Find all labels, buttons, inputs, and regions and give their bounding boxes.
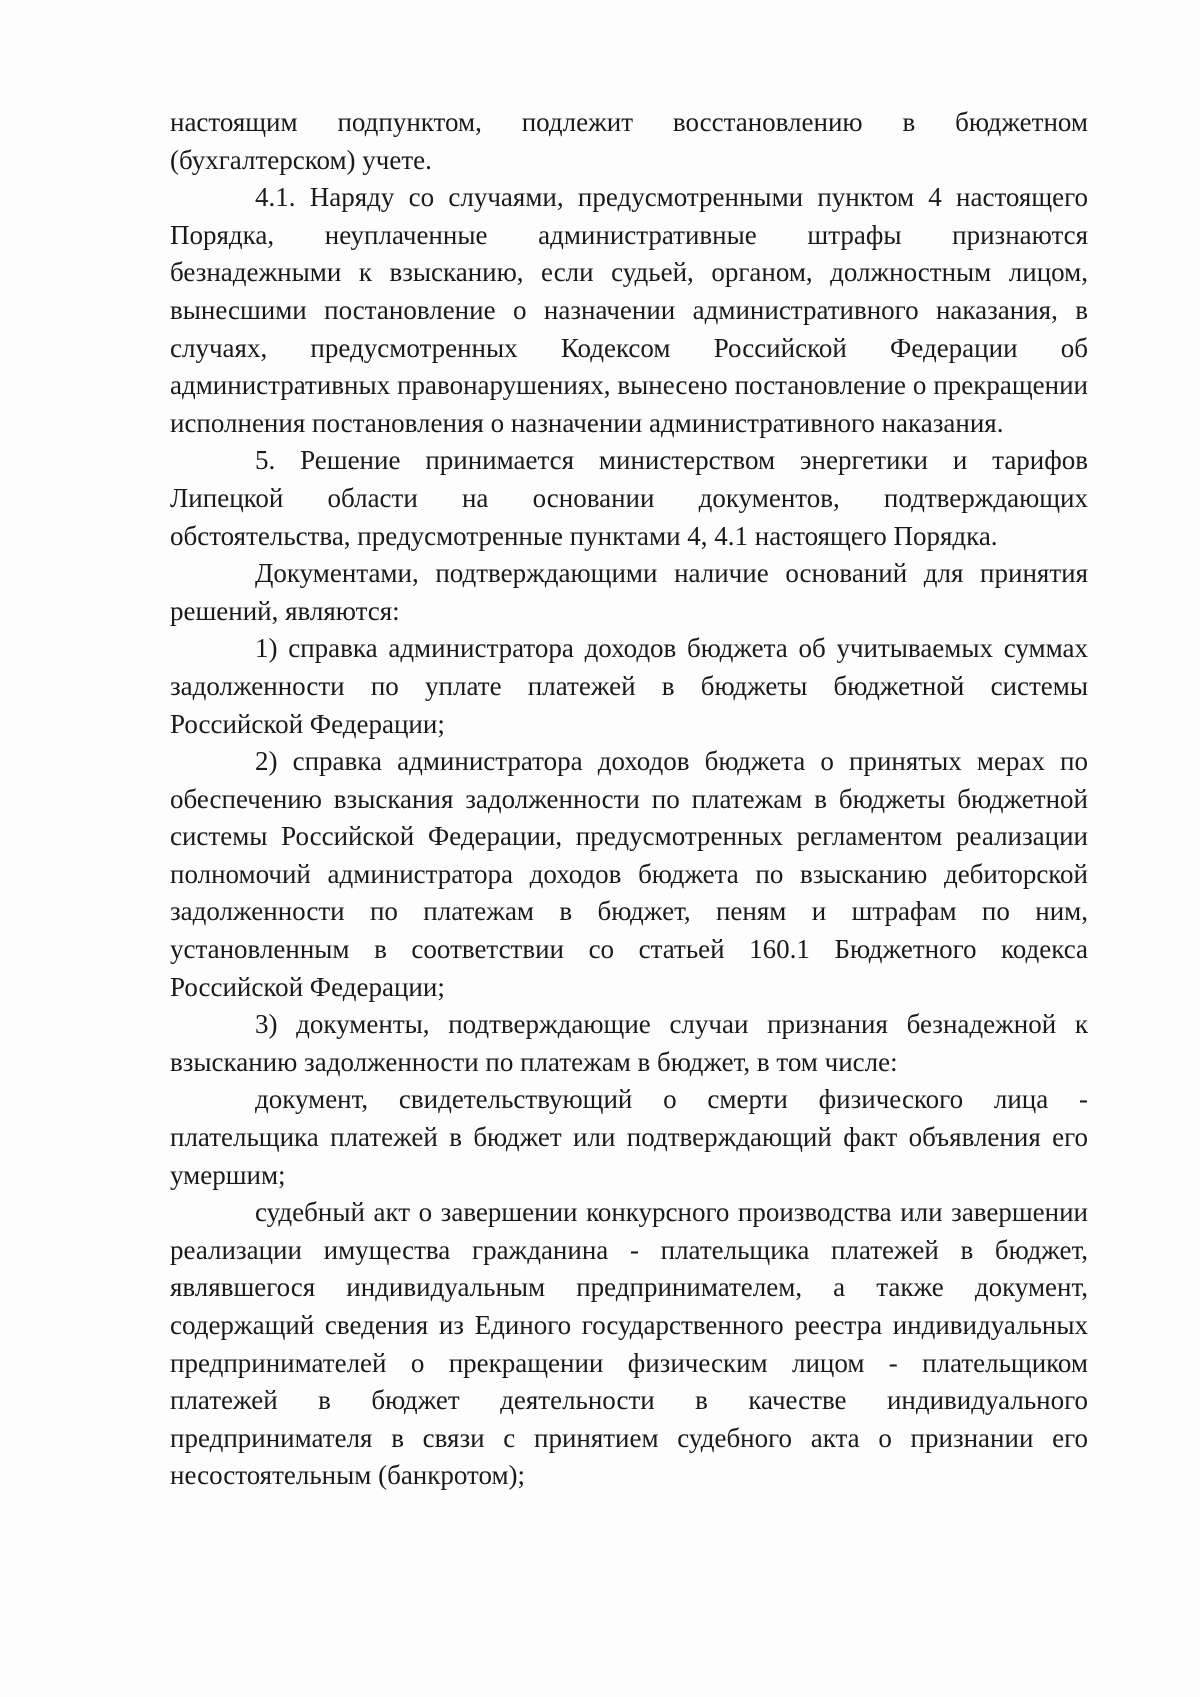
paragraph-continuation: настоящим подпунктом, подлежит восстановлению в бюджетном (бухгалтерском) учете. xyxy=(170,107,1088,175)
paragraph-item-1: 1) справка администратора доходов бюджета об учитываемых суммах задолженности по уплате платежей в бюджеты бюджетной системы Российской Федерации; xyxy=(170,633,1088,739)
paragraph-death-document: документ, свидетельствующий о смерти физического лица - плательщика платежей в бюджет или подтверждающий факт объявления его умершим; xyxy=(170,1084,1088,1190)
document-body xyxy=(170,104,1088,1495)
paragraph-documents-intro: Документами, подтверждающими наличие оснований для принятия решений, являются: xyxy=(170,558,1088,626)
paragraph-clause-5: 5. Решение принимается министерством энергетики и тарифов Липецкой области на основании документов, подтверждающих обстоятельства, предусмотренные пунктами 4, 4.1 настоящего Порядка. xyxy=(170,445,1088,551)
paragraph-item-2: 2) справка администратора доходов бюджета о принятых мерах по обеспечению взыскания задолженности по платежам в бюджеты бюджетной системы Российской Федерации, предусмотренных регламентом реализации полномочий администратора доходов бюджета по взысканию дебиторской задолженности по платежам в бюджет, пеням и штрафам по ним, установленным в соответствии со статьей 160.1 Бюджетного кодекса Российской Федерации; xyxy=(170,746,1088,1002)
paragraph-item-3: 3) документы, подтверждающие случаи признания безнадежной к взысканию задолженности по платежам в бюджет, в том числе: xyxy=(170,1009,1088,1077)
paragraph-court-act: судебный акт о завершении конкурсного производства или завершении реализации имущества гражданина - плательщика платежей в бюджет, являвшегося индивидуальным предпринимателем, а также документ, содержащий сведения из Единого государственного реестра индивидуальных предпринимателей о прекращении физическим лицом - плательщиком платежей в бюджет деятельности в качестве индивидуального предпринимателя в связи с принятием судебного акта о признании его несостоятельным (банкротом); xyxy=(170,1197,1088,1491)
paragraph-clause-4-1: 4.1. Наряду со случаями, предусмотренными пунктом 4 настоящего Порядка, неуплаченные административные штрафы признаются безнадежными к взысканию, если судьей, органом, должностным лицом, вынесшими постановление о назначении административного наказания, в случаях, предусмотренных Кодексом Российской Федерации об административных правонарушениях, вынесено постановление о прекращении исполнения постановления о назначении административного наказания. xyxy=(170,182,1088,438)
